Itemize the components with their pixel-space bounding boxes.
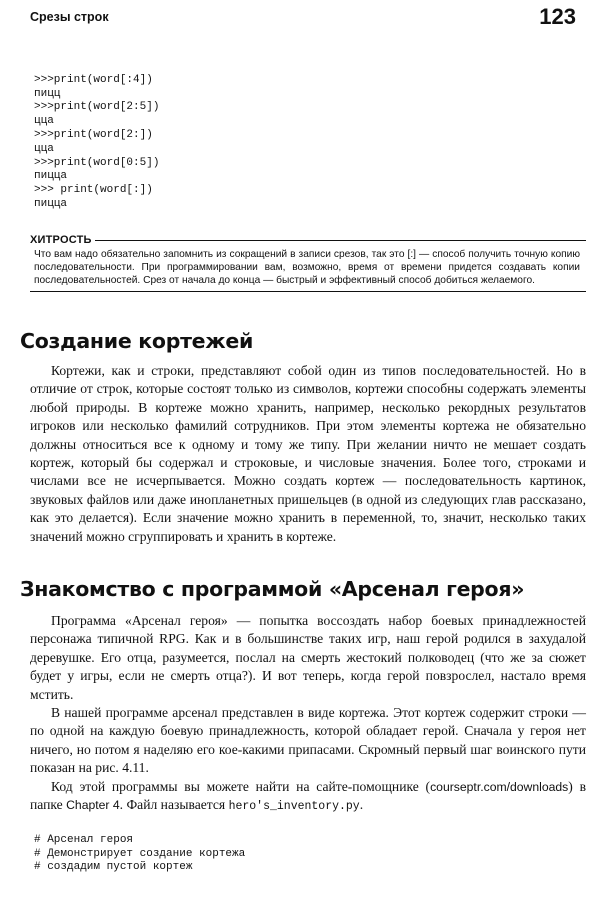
code-line: >>>print(word[0:5]): [34, 156, 160, 169]
page-number: 123: [539, 4, 576, 29]
code-line: >>>print(word[2:5]): [34, 101, 160, 114]
website-url: courseptr.com/downloads: [430, 779, 569, 794]
code-output-line: цца: [34, 142, 54, 155]
paragraph: Программа «Арсенал героя» — попытка воссоздать набор боевых принадлежностей персонажа типичной RPG. Как и в большинстве таких игр, наш герой родился в захудалой деревушке. Его отца, разумеется, послал на смерть жестокий полководец (что же за сюжет будет у игры, если не смерть отца?). И вот теперь, когда герой повзрослел, настало время мстить.: [30, 613, 586, 702]
tip-header: [30, 234, 586, 246]
tip-bottom-rule: [30, 291, 586, 292]
tip-title: ХИТРОСТЬ: [30, 234, 92, 246]
file-name: hero's_inventory.py: [228, 800, 360, 814]
tip-text: Что вам надо обязательно запомнить из сокращений в записи срезов, так это [:] — способ получить точную копию последовательности. При программировании вам, возможно, время от времени придется создавать копии последовательностей. Срез от начала до конца — быстрый и эффективный способ добиться желаемого.: [34, 249, 580, 287]
running-header: Срезы строк: [30, 10, 109, 24]
section-heading-tuples: Создание кортежей: [20, 329, 254, 353]
code-listing-hero-inventory: [34, 820, 245, 903]
section-body-hero-inventory: [30, 612, 586, 816]
paragraph: В нашей программе арсенал представлен в виде кортежа. Этот кортеж содержит строки — по одной на каждую боевую принадлежность, которой обладает герой. Сначала у героя нет ничего, но потом я наделяю его кое-какими припасами. Скромный первый шаг воинского пути показан на рис. 4.11.: [30, 705, 586, 776]
code-output-line: пицца: [34, 170, 68, 183]
code-comment-line: # создадим пустой кортеж: [34, 861, 193, 874]
code-line: >>>print(word[:4]): [34, 73, 153, 86]
paragraph: Код этой программы вы можете найти на сайте-помощнике (courseptr.com/downloads) в папке Chapter 4. Файл называется hero's_inventory.py.: [30, 778, 586, 814]
code-comment-line: # Демонстрирует создание кортежа: [34, 847, 246, 860]
paragraph: Кортежи, как и строки, представляют собой один из типов последовательностей. Но в отличие от строк, которые состоят только из символов, кортежи способны содержать элементы любой природы. В кортеже можно хранить, например, несколько рекордных результатов игроков или несколько фамилий сотрудников. При этом элементы кортежа не обязательно должны относиться все к одному и тому же типу. При желании ничто не мешает создать кортеж, который бы содержал и строковые, и числовые значения. Более того, строками и числами все не исчерпывается. Можно создать кортеж — последовательность картинок, звуковых файлов или даже инопланетных пришельцев (в одной из следующих глав рассказано, как это делается). Если значение можно хранить в переменной, то, значит, несколько таких значений можно сгруппировать и хранить в кортеже.: [30, 363, 586, 544]
code-output-line: пицца: [34, 197, 68, 210]
folder-name: Chapter 4: [66, 798, 120, 813]
tip-rule: [95, 240, 586, 241]
term-highlight: кортеж: [335, 474, 375, 489]
section-heading-hero-inventory: Знакомство с программой «Арсенал героя»: [20, 577, 525, 601]
code-output-line: цца: [34, 115, 54, 128]
code-line: >>> print(word[:]): [34, 184, 153, 197]
section-body-tuples: [30, 362, 586, 546]
code-output-line: пицц: [34, 87, 61, 100]
code-listing-slices: [34, 60, 159, 239]
tip-box: [30, 234, 586, 292]
code-line: >>>print(word[2:]): [34, 128, 153, 141]
code-comment-line: # Арсенал героя: [34, 833, 134, 846]
